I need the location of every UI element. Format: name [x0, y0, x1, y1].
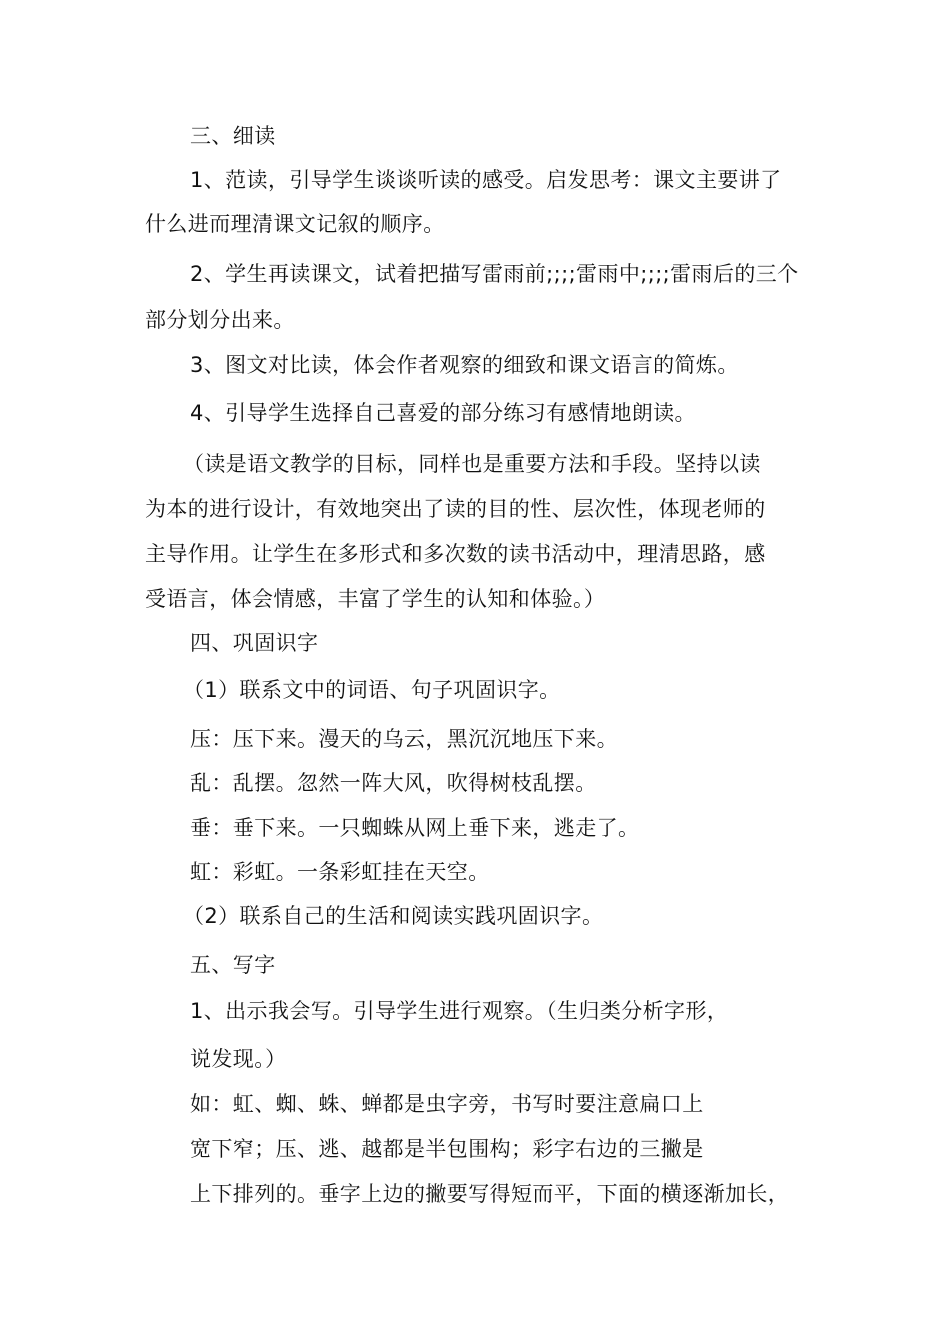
commentary-line: 受语言，体会情感，丰富了学生的认知和体验。） — [145, 587, 606, 611]
section-heading-close-reading: 三、细读 — [190, 124, 276, 148]
example-line: 压：压下来。漫天的乌云，黑沉沉地压下来。 — [190, 727, 618, 751]
example-line: 虹：彩虹。一条彩虹挂在天空。 — [190, 860, 490, 884]
paragraph-line: 1、范读，引导学生谈谈听读的感受。启发思考：课文主要讲了 — [190, 168, 782, 192]
paragraph-line: 部分划分出来。 — [145, 308, 295, 332]
step-line: （2）联系自己的生活和阅读实践巩固识字。 — [183, 904, 604, 928]
paragraph-line: 4、引导学生选择自己喜爱的部分练习有感情地朗读。 — [190, 401, 696, 425]
paragraph-line: 什么进而理清课文记叙的顺序。 — [145, 212, 445, 236]
example-line: 乱：乱摆。忽然一阵大风，吹得树枝乱摆。 — [190, 771, 597, 795]
paragraph-line: 宽下窄；压、逃、越都是半包围构；彩字右边的三撇是 — [190, 1137, 704, 1161]
commentary-line: 主导作用。让学生在多形式和多次数的读书活动中，理清思路，感 — [145, 542, 766, 566]
paragraph-line: 3、图文对比读，体会作者观察的细致和课文语言的简炼。 — [190, 353, 739, 377]
paragraph-line: 1、出示我会写。引导学生进行观察。（生归类分析字形， — [190, 999, 729, 1023]
section-heading-consolidate-characters: 四、巩固识字 — [190, 631, 319, 655]
paragraph-line: 说发现。） — [190, 1047, 287, 1071]
example-line: 垂：垂下来。一只蜘蛛从网上垂下来，逃走了。 — [190, 816, 640, 840]
commentary-line: （读是语文教学的目标，同样也是重要方法和手段。坚持以读 — [183, 452, 761, 476]
paragraph-line: 2、学生再读课文，试着把描写雷雨前;;;;雷雨中;;;;雷雨后的三个 — [190, 262, 799, 286]
paragraph-line: 如：虹、蜘、蛛、蝉都是虫字旁，书写时要注意扁口上 — [190, 1092, 704, 1116]
step-line: （1）联系文中的词语、句子巩固识字。 — [183, 678, 561, 702]
commentary-line: 为本的进行设计，有效地突出了读的目的性、层次性，体现老师的 — [145, 497, 766, 521]
section-heading-writing: 五、写字 — [190, 953, 276, 977]
paragraph-line: 上下排列的。垂字上边的撇要写得短而平，下面的横逐渐加长， — [190, 1182, 790, 1206]
